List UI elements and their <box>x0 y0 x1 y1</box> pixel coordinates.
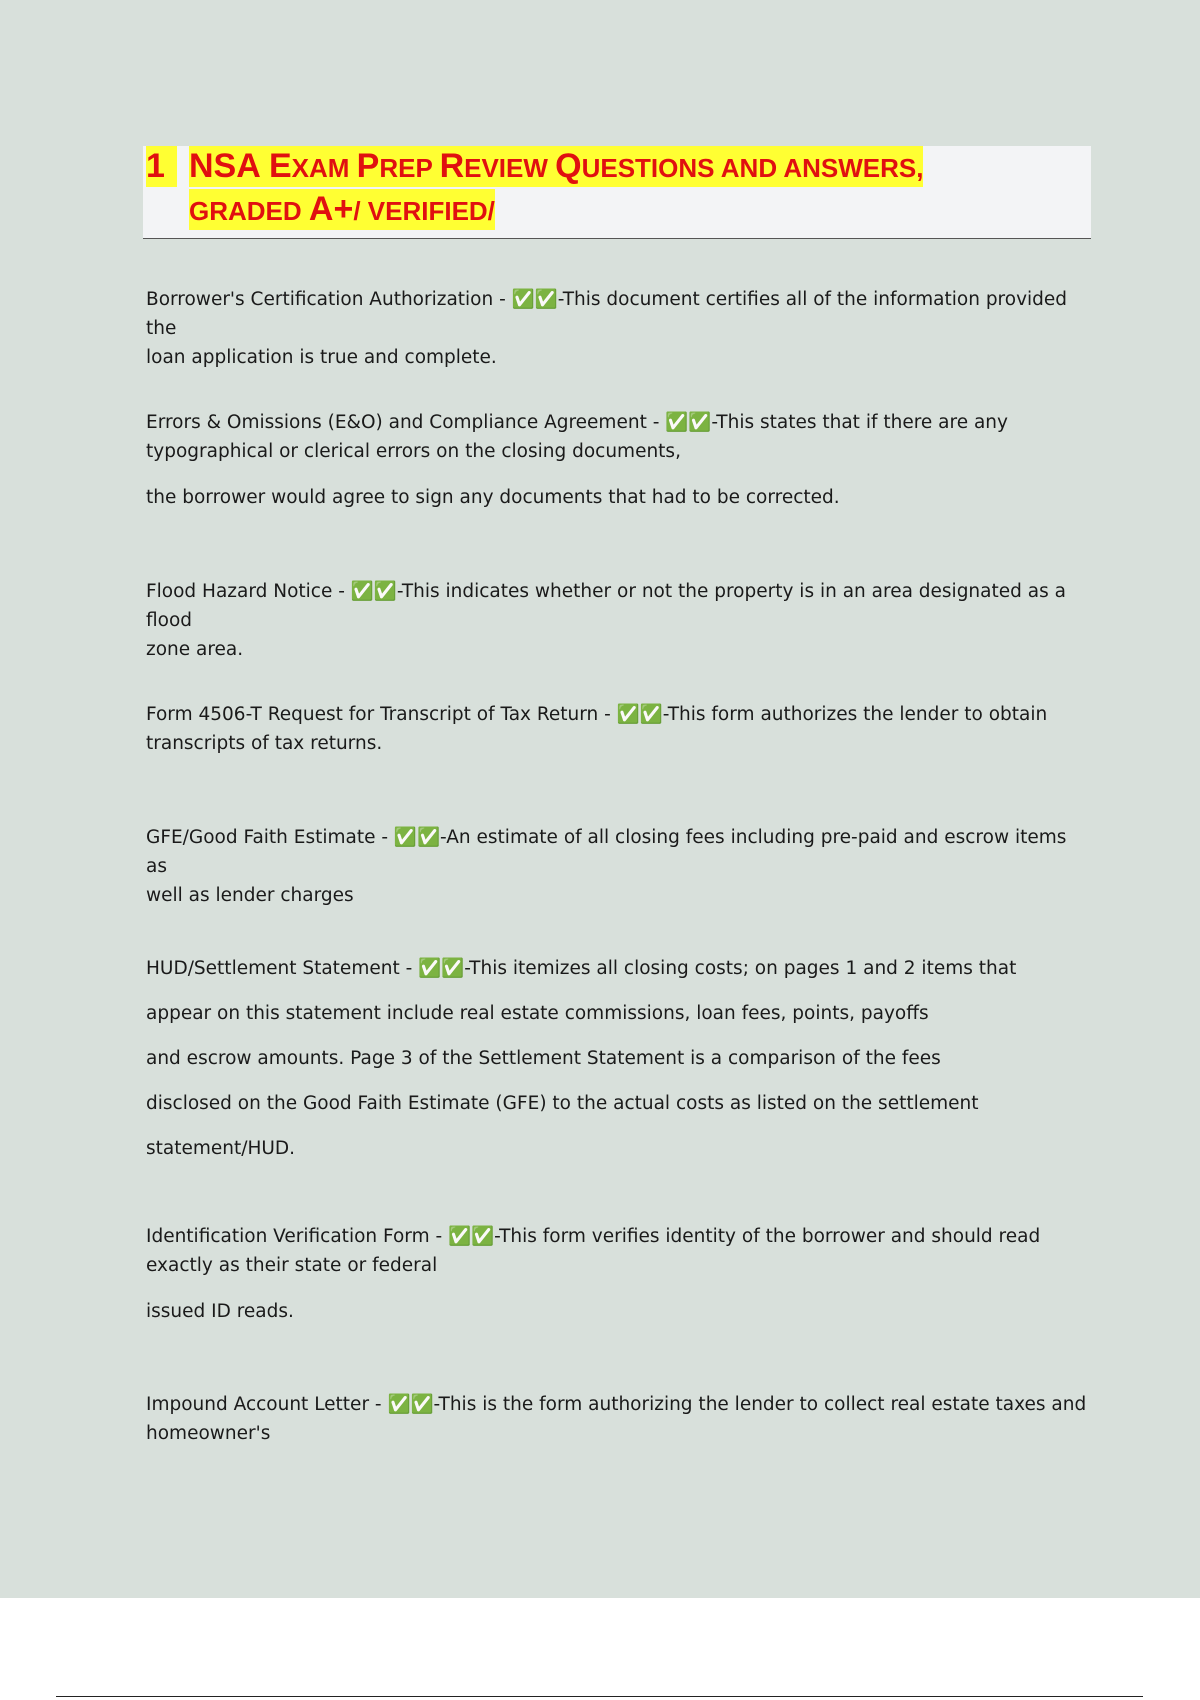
heading-line-1 <box>189 146 923 187</box>
entry-line: Flood Hazard Notice - ✅✅-This indicates whether or not the property is in an area designated as a flood <box>146 581 1066 631</box>
entry-line: Borrower's Certification Authorization - ✅✅-This document certifies all of the information provided the <box>146 289 1068 339</box>
entry-line: HUD/Settlement Statement - ✅✅-This itemizes all closing costs; on pages 1 and 2 items that <box>146 958 1017 979</box>
entry-line: Errors & Omissions (E&O) and Compliance Agreement - ✅✅-This states that if there are any <box>146 412 1008 433</box>
entry-line: and escrow amounts. Page 3 of the Settlement Statement is a comparison of the fees <box>146 1048 941 1069</box>
entry-line: statement/HUD. <box>146 1138 296 1159</box>
entry-errors-omissions <box>146 408 1092 512</box>
entry-line: well as lender charges <box>146 885 354 906</box>
entry-line: the borrower would agree to sign any documents that had to be corrected. <box>146 487 840 508</box>
heading-part: R <box>439 147 465 185</box>
heading-part: / VERIFIED/ <box>353 196 495 226</box>
entry-line: transcripts of tax returns. <box>146 733 383 754</box>
heading-number: 1 <box>146 146 177 187</box>
entry-flood-hazard <box>146 577 1092 664</box>
entry-hud-settlement <box>146 946 1092 1171</box>
entry-line: exactly as their state or federal <box>146 1255 438 1276</box>
entry-impound-account <box>146 1390 1092 1448</box>
entry-line: disclosed on the Good Faith Estimate (GFE) to the actual costs as listed on the settlement <box>146 1093 979 1114</box>
entry-line: zone area. <box>146 639 244 660</box>
heading-part: NSA E <box>189 147 292 185</box>
entry-line: Identification Verification Form - ✅✅-This form verifies identity of the borrower and should read <box>146 1226 1041 1247</box>
entry-line: GFE/Good Faith Estimate - ✅✅-An estimate of all closing fees including pre-paid and escrow items as <box>146 827 1067 877</box>
heading-part: EVIEW <box>464 153 556 183</box>
entry-line: typographical or clerical errors on the closing documents, <box>146 441 681 462</box>
entry-line: loan application is true and complete. <box>146 347 497 368</box>
footer-rule <box>56 1696 1143 1697</box>
heading-box <box>143 146 1091 239</box>
heading-part: P <box>356 147 380 185</box>
entry-form-4506t <box>146 700 1092 758</box>
entry-gfe <box>146 823 1092 910</box>
entry-line: appear on this statement include real estate commissions, loan fees, points, payoffs <box>146 1003 929 1024</box>
heading-part: UESTIONS AND ANSWERS, <box>581 153 924 183</box>
heading-part: GRADED <box>189 196 309 226</box>
entry-borrowers-certification <box>146 285 1092 372</box>
entry-line: issued ID reads. <box>146 1301 294 1322</box>
heading-line-2 <box>189 189 495 230</box>
entry-line: Form 4506-T Request for Transcript of Tax Return - ✅✅-This form authorizes the lender to obtain <box>146 704 1048 725</box>
entry-line: homeowner's <box>146 1423 271 1444</box>
entry-line: Impound Account Letter - ✅✅-This is the form authorizing the lender to collect real estate taxes and <box>146 1394 1087 1415</box>
heading-part: Q <box>555 147 582 185</box>
heading-part: XAM <box>291 153 357 183</box>
heading-part: A+ <box>308 190 354 228</box>
heading-part: REP <box>379 153 440 183</box>
entry-identification-verification <box>146 1222 1092 1326</box>
